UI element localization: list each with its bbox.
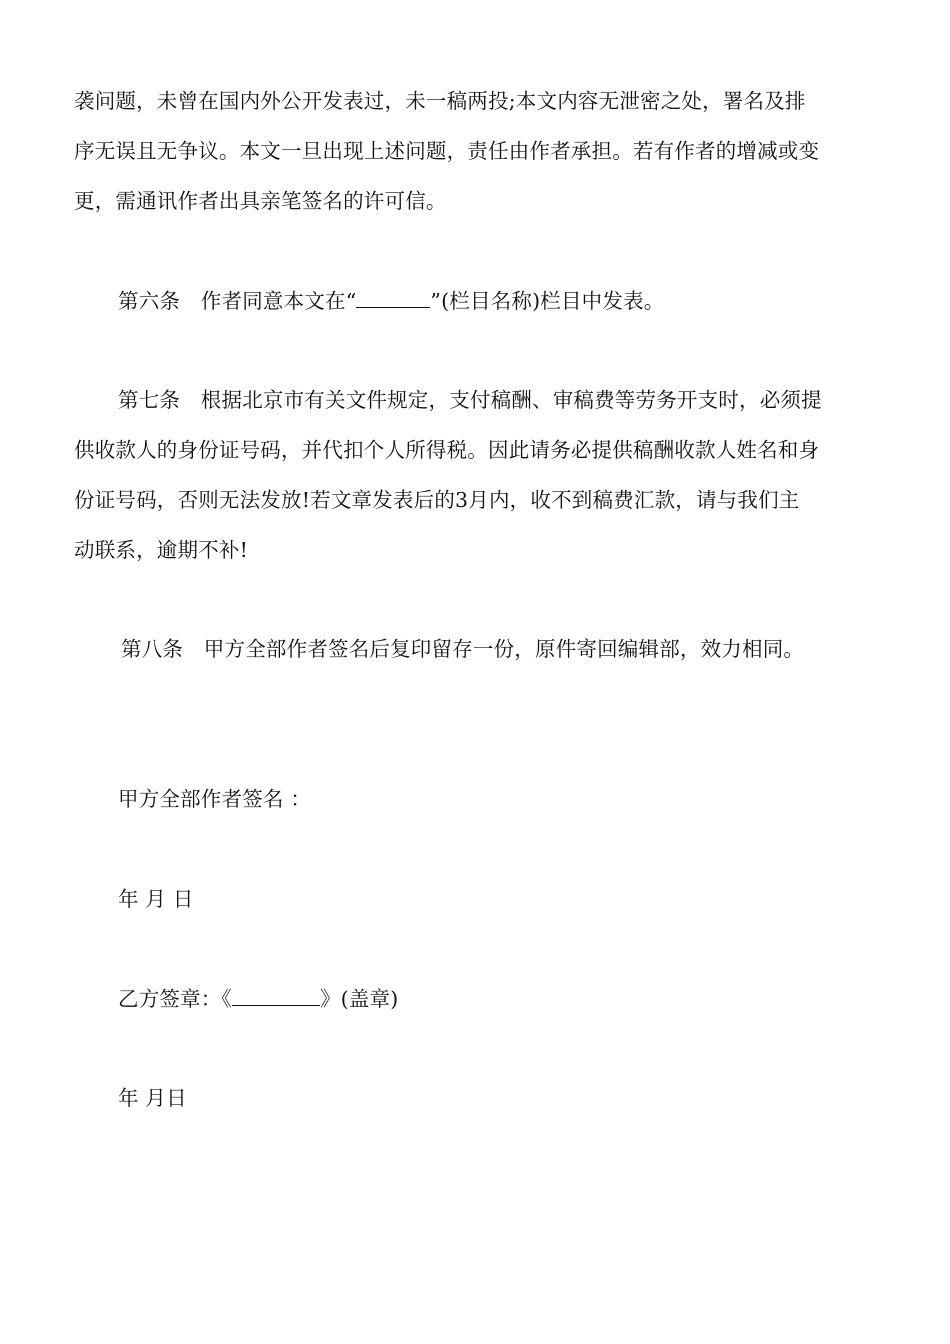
party-b-seal-prefix: 乙方签章：《 xyxy=(118,987,232,1011)
article-7-line-1: 第七条 根据北京市有关文件规定，支付稿酬、审稿费等劳务开支时，必须提 xyxy=(118,388,822,412)
article-7-line-4: 动联系，逾期不补! xyxy=(74,538,249,562)
party-b-seal xyxy=(118,986,398,1012)
party-b-name-blank[interactable] xyxy=(232,987,320,1006)
party-a-signature-label: 甲方全部作者签名 ： xyxy=(118,787,312,811)
article-5-line-2: 序无误且无争议。本文一旦出现上述问题，责任由作者承担。若有作者的增减或变 xyxy=(74,139,820,163)
article-7-line-2: 供收款人的身份证号码，并代扣个人所得税。因此请务必提供稿酬收款人姓名和身 xyxy=(74,438,820,462)
party-b-date: 年 月日 xyxy=(118,1086,187,1110)
article-7-line-3: 份证号码，否则无法发放!若文章发表后的3月内，收不到稿费汇款，请与我们主 xyxy=(74,488,800,512)
party-a-date: 年 月 日 xyxy=(118,887,194,911)
article-6-suffix: ”(栏目名称)栏目中发表。 xyxy=(430,289,665,313)
article-5-line-3: 更，需通讯作者出具亲笔签名的许可信。 xyxy=(74,189,447,213)
column-name-blank[interactable] xyxy=(356,289,430,308)
party-b-seal-suffix: 》(盖章) xyxy=(319,987,399,1011)
article-6-prefix: 第六条 作者同意本文在“ xyxy=(118,289,357,313)
article-6 xyxy=(118,288,664,314)
article-5-line-1: 袭问题，未曾在国内外公开发表过，未一稿两投;本文内容无泄密之处，署名及排 xyxy=(74,89,806,113)
article-8: 第八条 甲方全部作者签名后复印留存一份，原件寄回编辑部，效力相同。 xyxy=(121,637,805,661)
